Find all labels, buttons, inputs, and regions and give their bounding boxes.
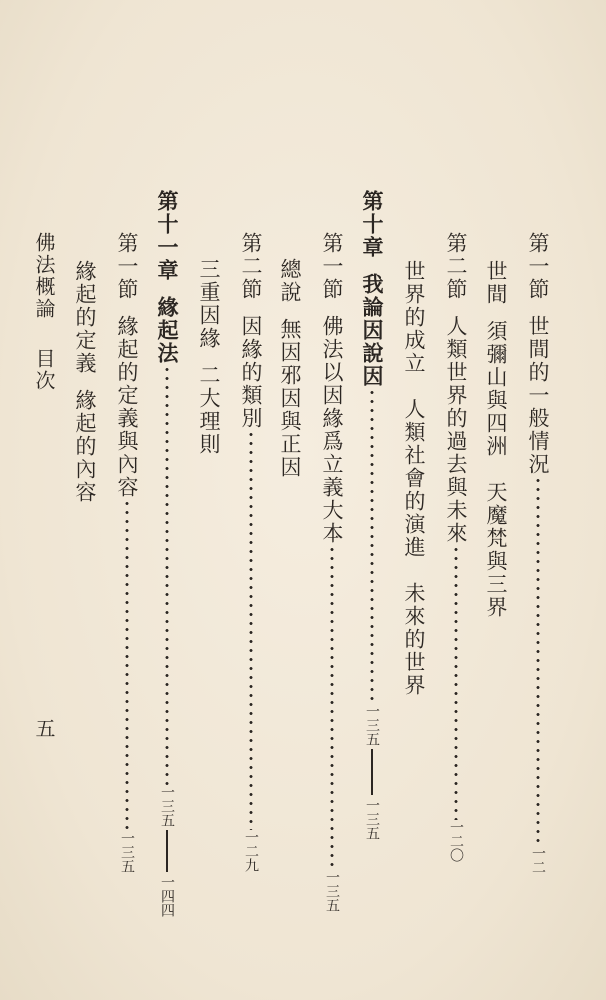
entry-title: 世間的一般情況 [526, 315, 550, 476]
chapter-page-end: 一四四 [159, 875, 175, 917]
chapter-title: 我論因說因 [360, 273, 385, 388]
toc-entry-subtopics [399, 260, 429, 697]
chapter-label: 第十章 [360, 190, 385, 259]
entry-label: 第一節 [320, 232, 344, 301]
section-name: 目次 [32, 348, 56, 392]
dot-leader [125, 499, 129, 831]
entry-label: 第一節 [115, 232, 139, 301]
toc-entry-subtopics [194, 258, 224, 456]
entry-title: 因緣的類別 [239, 315, 263, 430]
dot-leader [249, 430, 253, 830]
running-header [29, 232, 59, 392]
dot-leader [370, 388, 374, 704]
dot-leader [536, 476, 540, 846]
toc-entry-section [441, 232, 471, 862]
page-range-dash [166, 830, 168, 872]
page-number-footer [29, 718, 59, 740]
entry-label: 第二節 [444, 232, 468, 301]
dot-leader [330, 545, 334, 870]
entry-topics: 緣起的內容 [73, 389, 97, 504]
toc-entry-chapter [152, 190, 182, 917]
dot-leader [454, 545, 458, 820]
entry-topics: 無因邪因與正因 [278, 318, 302, 479]
page-range-dash [371, 749, 373, 795]
toc-entry-subtopics [481, 260, 511, 619]
entry-page-number: 一二九 [243, 830, 259, 872]
chapter-page-end: 一三五 [364, 798, 380, 840]
toc-entry-chapter [357, 190, 387, 840]
chapter-label: 第十一章 [155, 190, 180, 282]
entry-topics: 須彌山與四洲 天魔梵與三界 [484, 320, 508, 619]
toc-entry-section [523, 232, 553, 874]
entry-title: 人類世界的過去與未來 [444, 315, 468, 545]
toc-entry-section [317, 232, 347, 912]
page-number: 五 [32, 718, 56, 740]
toc-entry-section [236, 232, 266, 872]
entry-label: 第二節 [239, 232, 263, 301]
entry-label: 世間 [484, 260, 508, 306]
entry-label: 緣起的定義 [73, 260, 97, 375]
entry-label: 第一節 [526, 232, 550, 301]
chapter-title: 緣起法 [155, 296, 180, 365]
toc-entry-section [112, 232, 142, 873]
entry-title: 緣起的定義與內容 [115, 315, 139, 499]
book-title: 佛法概論 [32, 232, 56, 320]
toc-entry-subtopics [70, 260, 100, 504]
dot-leader [165, 365, 169, 785]
entry-page-number: 一三五 [119, 831, 135, 873]
entry-topics: 二大理則 [197, 364, 221, 456]
entry-page-number: 一二〇 [448, 820, 464, 862]
entry-topics: 世界的成立 人類社會的演進 未來的世界 [402, 260, 426, 697]
entry-label: 三重因緣 [197, 258, 221, 350]
entry-page-number: 一二 [530, 846, 546, 874]
entry-label: 總說 [278, 258, 302, 304]
chapter-page-start: 一三五 [364, 704, 380, 746]
entry-page-number: 一三五 [324, 870, 340, 912]
chapter-page-start: 一三五 [159, 785, 175, 827]
toc-entry-subtopics [275, 258, 305, 479]
entry-title: 佛法以因緣爲立義大本 [320, 315, 344, 545]
